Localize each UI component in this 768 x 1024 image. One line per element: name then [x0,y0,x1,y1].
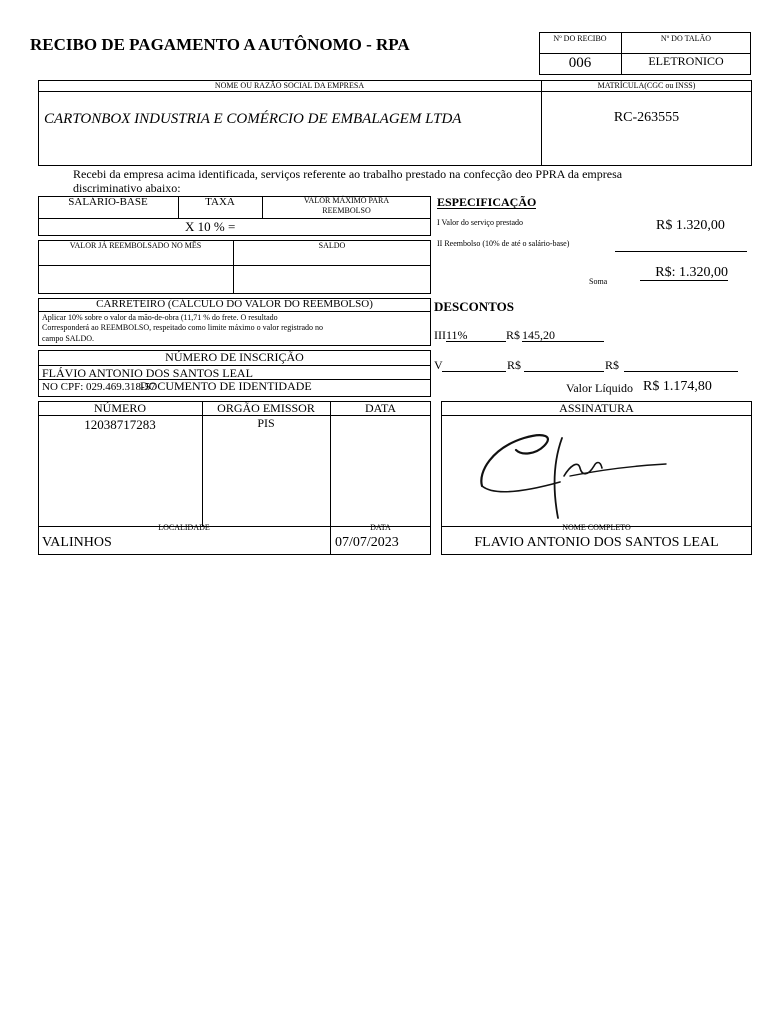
v-label: V [434,358,443,372]
carreteiro-title: CARRETEIRO (CÁLCULO DO VALOR DO REEMBOLSO) [96,298,373,310]
valor-maximo-label-2: REEMBOLSO [322,206,371,215]
numero-inscricao-label: NÚMERO DE INSCRIÇÃO [165,350,304,364]
item-1-label: I Valor do serviço prestado [437,218,524,227]
valor-liquido-label: Valor Líquido [566,381,633,395]
soma-label: Soma [589,277,608,286]
recibo-number-label: Nº DO RECIBO [553,34,607,43]
signature [470,420,670,525]
assinatura-label: ASSINATURA [559,401,634,415]
documento-identidade-label: DOCUMENTO DE IDENTIDADE [140,379,312,393]
iii-prefix: III [434,328,446,342]
especificacao-title: ESPECIFICAÇÃO [437,195,537,209]
ja-reembolsado-label: VALOR JÁ REEMBOLSADO NO MÊS [69,241,202,250]
localidade-value: VALINHOS [42,535,112,550]
localidade-label: LOCALIDADE [158,523,210,532]
nome-completo-label: NOME COMPLETO [562,523,631,532]
taxa-label: TAXA [205,196,235,208]
numero-value: 12038717283 [84,417,156,432]
data-label: DATA [364,401,397,415]
orgao-emissor-label: ORGÃO EMISSOR [217,401,315,415]
inscricao-name: FLÁVIO ANTONIO DOS SANTOS LEAL [42,366,253,380]
soma-value: R$: 1.320,00 [640,266,728,281]
orgao-emissor-value: PIS [257,416,275,430]
talao-number-label: Nº DO TALÃO [660,34,712,43]
talao-number-value: ELETRONICO [648,54,724,68]
matricula-label: MATRÍCULA(CGC ou INSS) [597,81,696,90]
company-name: CARTONBOX INDUSTRIA E COMÉRCIO DE EMBALAGEM LTDA [44,111,462,127]
statement-line-2: discriminativo abaixo: [73,181,181,195]
valor-maximo-label-1: VALOR MÁXIMO PARA [303,196,390,205]
page-title: RECIBO DE PAGAMENTO A AUTÔNOMO - RPA [30,35,410,54]
iii-currency: R$ [506,328,521,342]
matricula-value: RC-263555 [613,110,680,125]
footer-data-label: DATA [370,523,391,532]
carreteiro-line-2: Corresponderá ao REEMBOLSO, respeitado como limite máximo o valor registrado no [42,323,324,332]
v-currency-1: R$ [507,358,522,372]
recibo-number-value: 006 [568,55,592,71]
numero-label: NÚMERO [93,401,146,415]
descontos-title: DESCONTOS [434,299,514,314]
iii-rate: 11% [446,329,506,342]
nome-completo-value: FLAVIO ANTONIO DOS SANTOS LEAL [474,535,719,550]
salario-base-label: SALÁRIO-BASE [68,196,148,208]
statement-line-1: Recebi da empresa acima identificada, serviços referente ao trabalho prestado na confecção deo PPRA da empresa [73,167,623,181]
footer-data-value: 07/07/2023 [335,535,399,550]
inscricao-cpf: NO CPF: 029.469.318-57 [42,381,156,393]
valor-liquido-value: R$ 1.174,80 [643,379,712,394]
taxa-value: X 10 % = [185,219,236,234]
item-1-value: R$ 1.320,00 [656,218,725,233]
item-2-label: II Reembolso (10% de até o salário-base) [437,239,570,248]
v-currency-2: R$ [605,358,620,372]
carreteiro-line-1: Aplicar 10% sobre o valor da mão-de-obra (11,71 % do frete. O resultado [42,313,278,322]
company-name-label: NOME OU RAZÃO SOCIAL DA EMPRESA [214,81,365,90]
saldo-label: SALDO [318,241,346,250]
iii-value: 145,20 [522,329,604,342]
carreteiro-line-3: campo SALDO. [42,334,94,343]
